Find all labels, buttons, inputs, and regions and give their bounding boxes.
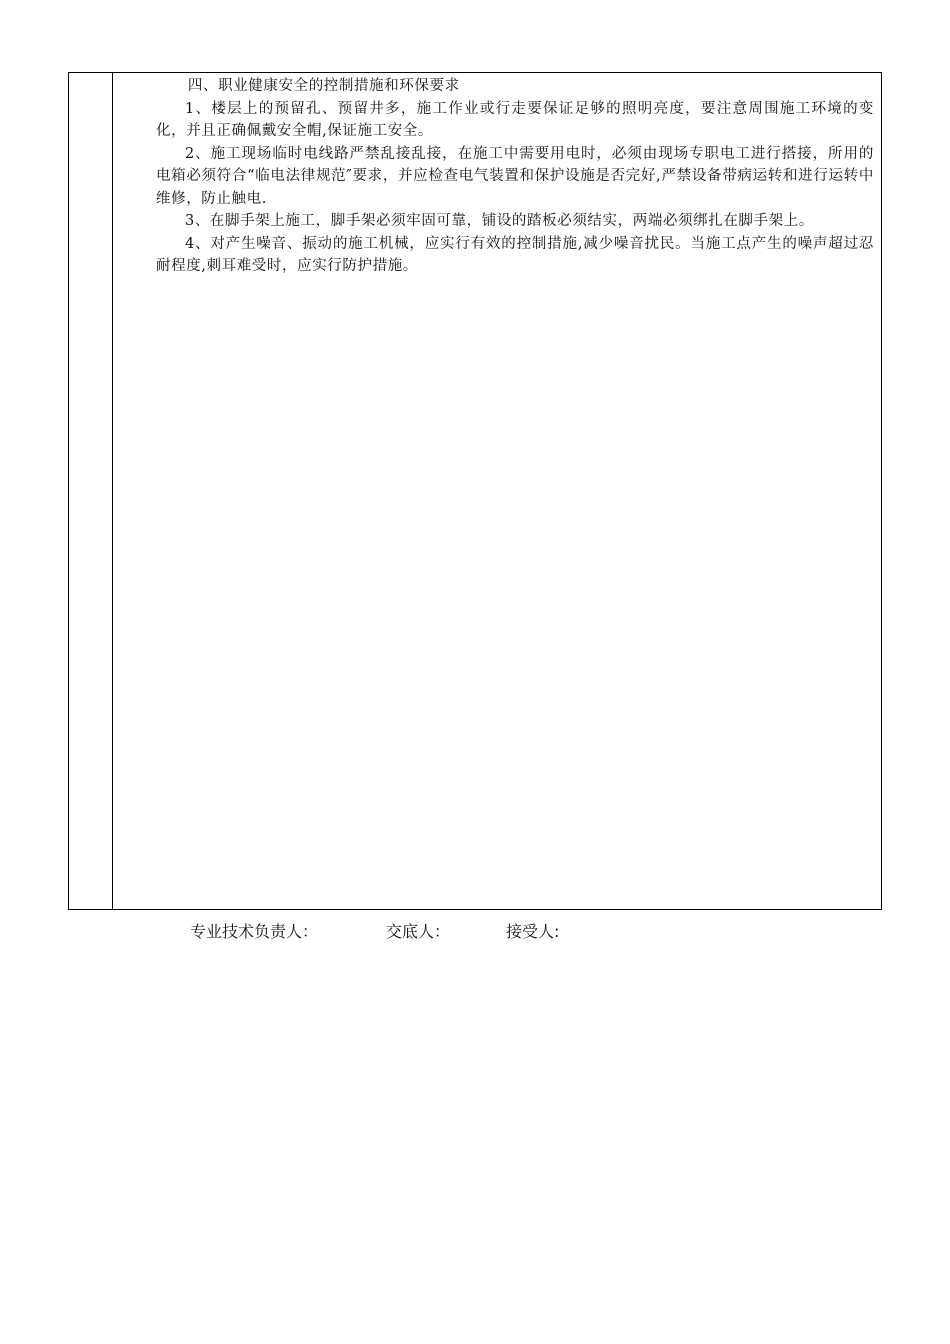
measure-item-3: 3、在脚手架上施工，脚手架必须牢固可靠，铺设的踏板必须结实，两端必须绑扎在脚手架上。 <box>185 213 814 229</box>
signature-row <box>190 920 559 944</box>
receiver-label: 接受人: <box>506 922 560 941</box>
measure-item-2: 2、施工现场临时电线路严禁乱接乱接，在施工中需要用电时，必须由现场专职电工进行搭接，所用的电箱必须符合“临电法律规范″要求，并应检查电气装置和保护设施是否完好,严禁设备带病运转和进行运转中维修，防止触电. <box>156 145 874 207</box>
measure-item-4: 4、对产生噪音、振动的施工机械，应实行有效的控制措施,减少噪音扰民。当施工点产生的噪声超过忍耐程度,刺耳难受时，应实行防护措施。 <box>156 235 874 274</box>
measure-item-1: 1、楼层上的预留孔、预留井多，施工作业或行走要保证足够的照明亮度，要注意周围施工环境的变化，并且正确佩戴安全帽,保证施工安全。 <box>156 100 874 139</box>
section-heading: 四、职业健康安全的控制措施和环保要求 <box>187 78 460 94</box>
content-cell <box>156 75 874 278</box>
briefer-label: 交底人： <box>386 922 451 941</box>
disclosure-table <box>68 72 882 910</box>
technical-lead-label: 专业技术负责人： <box>190 922 319 941</box>
column-divider <box>112 73 113 909</box>
